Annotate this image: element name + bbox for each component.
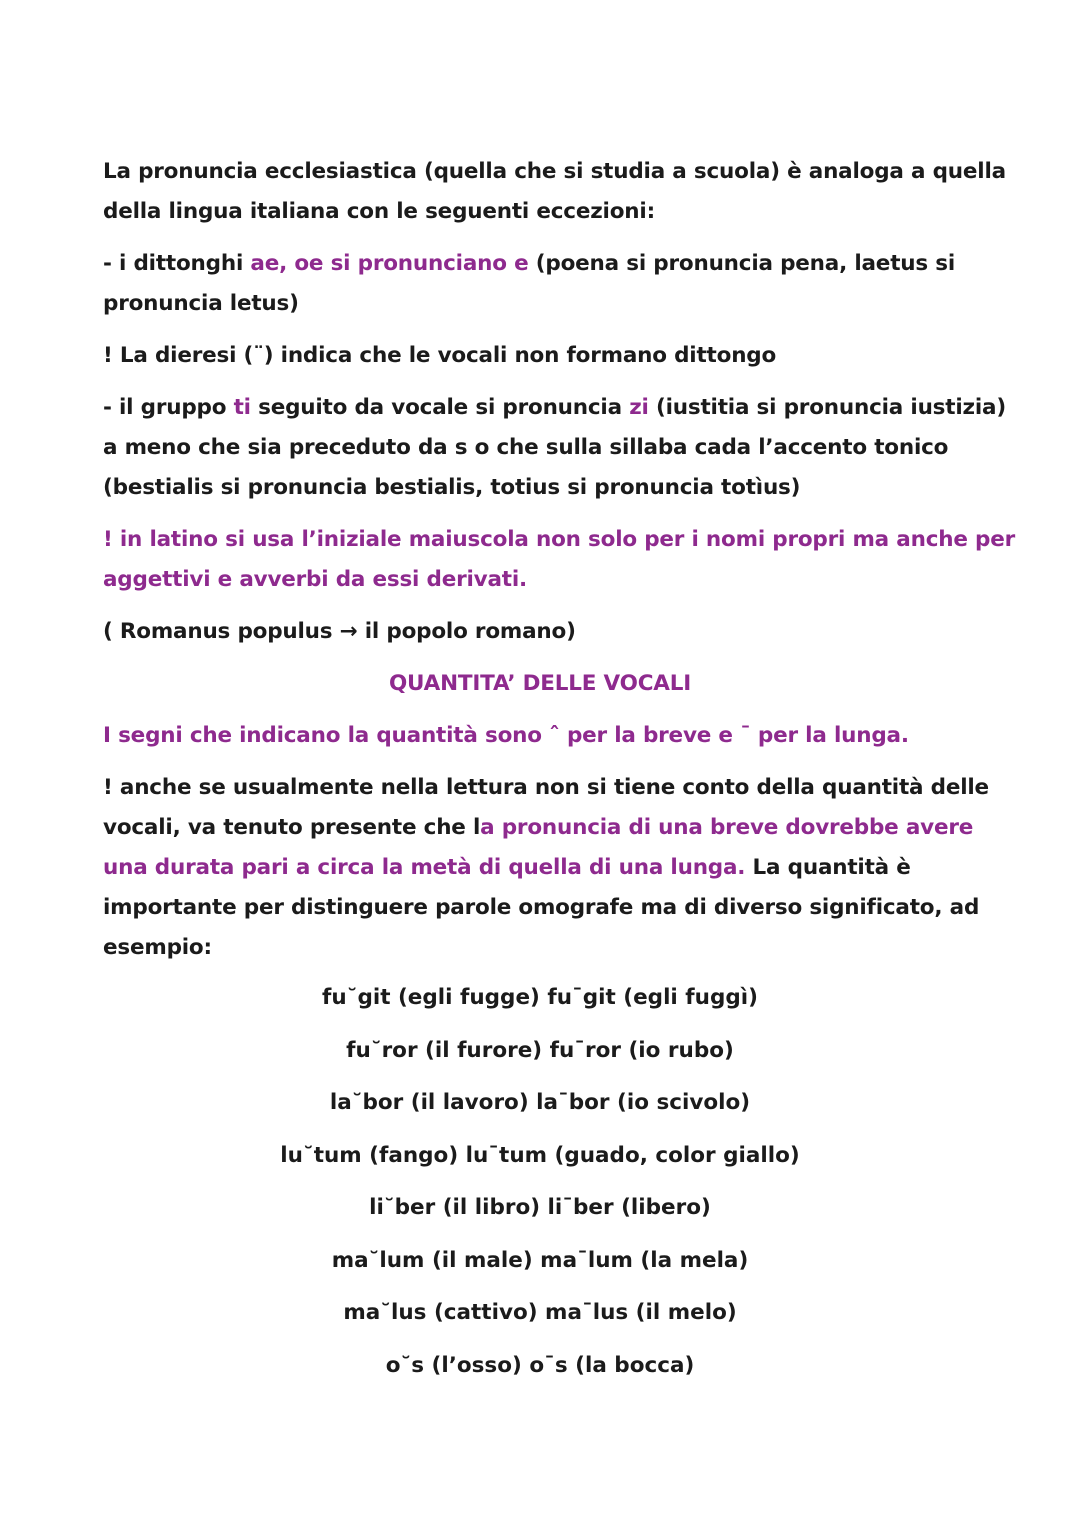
section-heading: QUANTITA’ DELLE VOCALI: [388, 671, 692, 696]
text-line: I segni che indicano la quantità sono ˆ per la breve e ˉ per la lunga.: [103, 723, 909, 748]
text-line: [103, 244, 983, 284]
paragraph-quantity-note: [103, 768, 989, 968]
paragraph-example-romanus: [103, 612, 983, 652]
text-line: della lingua italiana con le seguenti eccezioni:: [103, 199, 655, 224]
text-line: [103, 388, 1006, 428]
highlight-span: a pronuncia di una breve dovrebbe avere: [480, 815, 974, 840]
text-line: [103, 808, 983, 848]
text-span: - il gruppo: [103, 395, 234, 420]
paragraph-dieresis: [103, 336, 983, 376]
text-line: ! La dieresi (¨) indica che le vocali non formano dittongo: [103, 343, 777, 368]
text-line: aggettivi e avverbi da essi derivati.: [103, 567, 527, 592]
text-line: a meno che sia preceduto da s o che sulla sillaba cada l’accento tonico: [103, 435, 949, 460]
paragraph-ti-group: [103, 388, 1006, 508]
example-line: la˘bor (il lavoro) laˉbor (io scivolo): [329, 1090, 751, 1115]
example-line: li˘ber (il libro) liˉber (libero): [369, 1195, 711, 1220]
example-line: fu˘git (egli fugge) fuˉgit (egli fuggì): [322, 985, 758, 1010]
highlight-span: zi: [629, 395, 649, 420]
example-line: fu˘ror (il furore) fuˉror (io rubo): [346, 1037, 734, 1063]
paragraph-diphthongs: [103, 244, 983, 324]
highlight-span: una durata pari a circa la metà di quella di una lunga.: [103, 855, 746, 880]
paragraph-pronunciation-intro: [103, 152, 1006, 232]
text-line: ( Romanus populus → il popolo romano): [103, 619, 576, 644]
example-line: o˘s (l’osso) oˉs (la bocca): [385, 1352, 695, 1378]
text-line: [103, 848, 983, 888]
example-line: ma˘lus (cattivo) maˉlus (il melo): [343, 1300, 737, 1325]
paragraph-quantity-signs: [103, 716, 983, 756]
text-span: vocali, va tenuto presente che l: [103, 815, 481, 840]
text-line: pronuncia letus): [103, 291, 299, 316]
examples-list: [0, 978, 1080, 1398]
text-span: (poena si pronuncia pena, laetus si: [528, 251, 956, 276]
text-line: (bestialis si pronuncia bestialis, totius si pronuncia totìus): [103, 475, 801, 500]
text-span: La quantità è: [745, 855, 911, 880]
text-span: - i dittonghi: [103, 251, 251, 276]
text-span: (iustitia si pronuncia iustizia): [648, 395, 1006, 420]
text-line: ! in latino si usa l’iniziale maiuscola non solo per i nomi propri ma anche per: [103, 527, 1015, 552]
text-line: ! anche se usualmente nella lettura non si tiene conto della quantità delle: [103, 775, 989, 800]
example-line: ma˘lum (il male) maˉlum (la mela): [331, 1247, 749, 1273]
text-line: importante per distinguere parole omografe ma di diverso significato, ad: [103, 895, 980, 920]
text-line: esempio:: [103, 935, 212, 960]
highlight-span: ti: [233, 395, 251, 420]
highlight-span: ae, oe si pronunciano e: [250, 251, 529, 276]
paragraph-capitalization: [103, 520, 1015, 600]
notes-page: [103, 152, 1015, 968]
text-line: La pronuncia ecclesiastica (quella che si studia a scuola) è analoga a quella: [103, 159, 1006, 184]
example-line: lu˘tum (fango) luˉtum (guado, color giallo): [280, 1142, 800, 1168]
text-span: seguito da vocale si pronuncia: [250, 395, 630, 420]
